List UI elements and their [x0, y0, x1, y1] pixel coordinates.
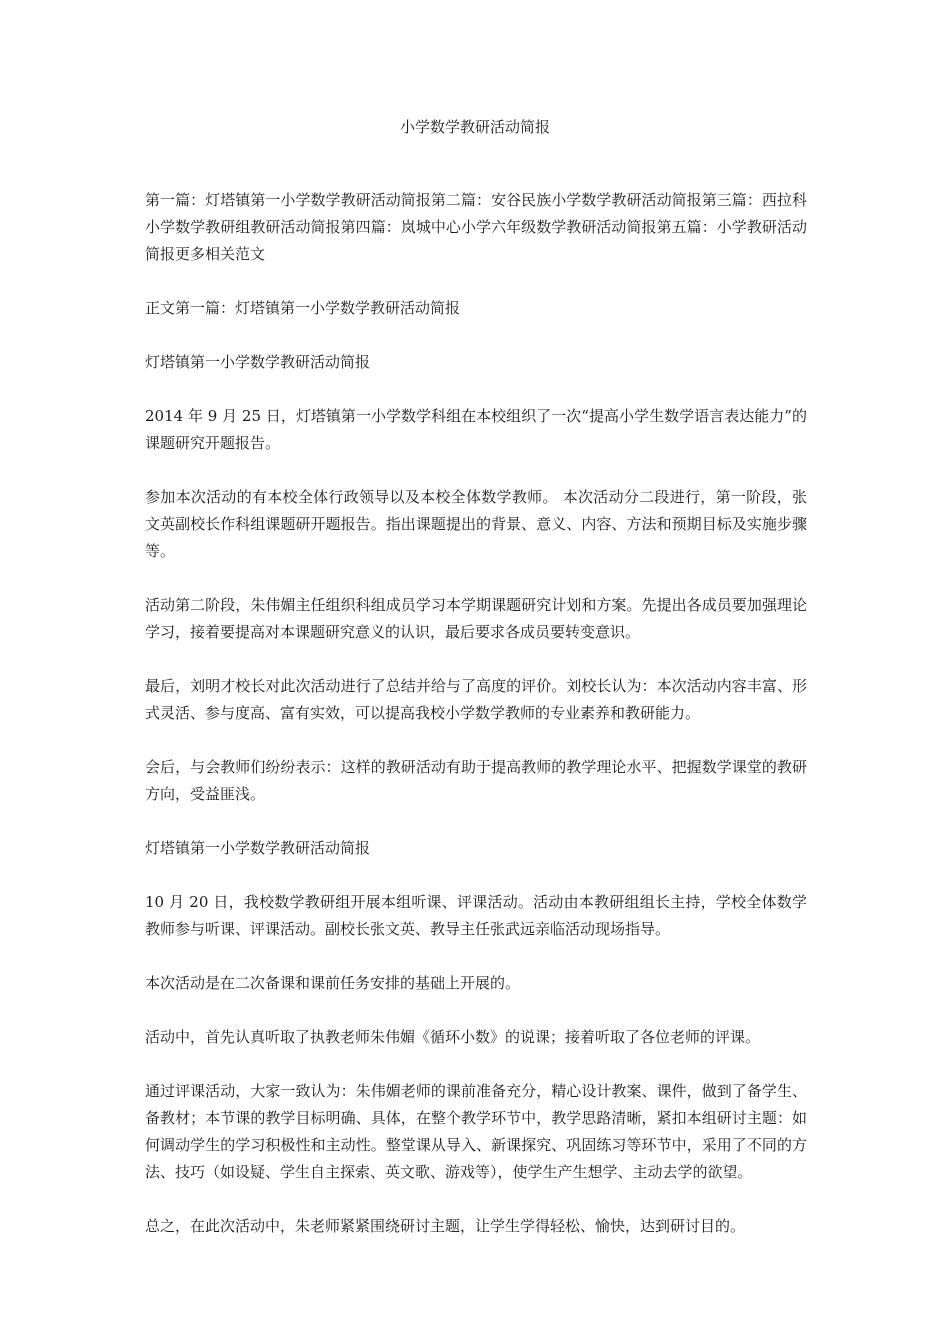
paragraph-section-heading: 正文第一篇：灯塔镇第一小学数学教研活动简报 [145, 299, 461, 317]
paragraph: 参加本次活动的有本校全体行政领导以及本校全体数学教师。 本次活动分二段进行，第一阶段，张文英副校长作科组课题研开题报告。指出课题提出的背景、意义、内容、方法和预期目标及实施步骤等。 [145, 488, 807, 560]
paragraph: 会后，与会教师们纷纷表示：这样的教研活动有助于提高教师的教学理论水平、把握数学课堂的教研方向，受益匪浅。 [145, 758, 807, 803]
paragraph: 最后，刘明才校长对此次活动进行了总结并给与了高度的评价。刘校长认为：本次活动内容丰富、形式灵活、参与度高、富有实效，可以提高我校小学数学教师的专业素养和教研能力。 [145, 677, 807, 722]
document-title: 小学数学教研活动简报 [399, 118, 550, 136]
paragraph: 通过评课活动，大家一致认为：朱伟媚老师的课前准备充分，精心设计教案、课件，做到了备学生、备教材；本节课的教学目标明确、具体，在整个教学环节中，教学思路清晰，紧扣本组研讨主题：如何调动学生的学习积极性和主动性。整堂课从导入、新课探究、巩固练习等环节中，采用了不同的方法、技巧（如设疑、学生自主探索、英文歌、游戏等），使学生产生想学、主动去学的欲望。 [145, 1082, 807, 1181]
paragraph: 10 月 20 日，我校数学教研组开展本组听课、评课活动。活动由本教研组组长主持，学校全体数学教师参与听课、评课活动。副校长张文英、教导主任张武远亲临活动现场指导。 [145, 893, 807, 938]
paragraph: 活动第二阶段，朱伟媚主任组织科组成员学习本学期课题研究计划和方案。先提出各成员要加强理论学习，接着要提高对本课题研究意义的认识，最后要求各成员要转变意识。 [145, 596, 807, 641]
document-body [145, 187, 807, 1267]
paragraph: 2014 年 9 月 25 日，灯塔镇第一小学数学科组在本校组织了一次“提高小学生数学语言表达能力”的课题研究开题报告。 [145, 407, 807, 452]
paragraph: 总之，在此次活动中，朱老师紧紧围绕研讨主题，让学生学得轻松、愉快，达到研讨目的。 [145, 1217, 746, 1235]
paragraph-subheading: 灯塔镇第一小学数学教研活动简报 [145, 353, 371, 371]
paragraph: 本次活动是在二次备课和课前任务安排的基础上开展的。 [145, 974, 521, 992]
paragraph: 活动中，首先认真听取了执教老师朱伟媚《循环小数》的说课；接着听取了各位老师的评课。 [145, 1028, 761, 1046]
paragraph-table-of-contents: 第一篇：灯塔镇第一小学数学教研活动简报第二篇：安谷民族小学数学教研活动简报第三篇：西拉科小学数学教研组教研活动简报第四篇：岚城中心小学六年级数学教研活动简报第五篇：小学教研活动简报更多相关范文 [145, 191, 807, 263]
paragraph-subheading: 灯塔镇第一小学数学教研活动简报 [145, 839, 371, 857]
